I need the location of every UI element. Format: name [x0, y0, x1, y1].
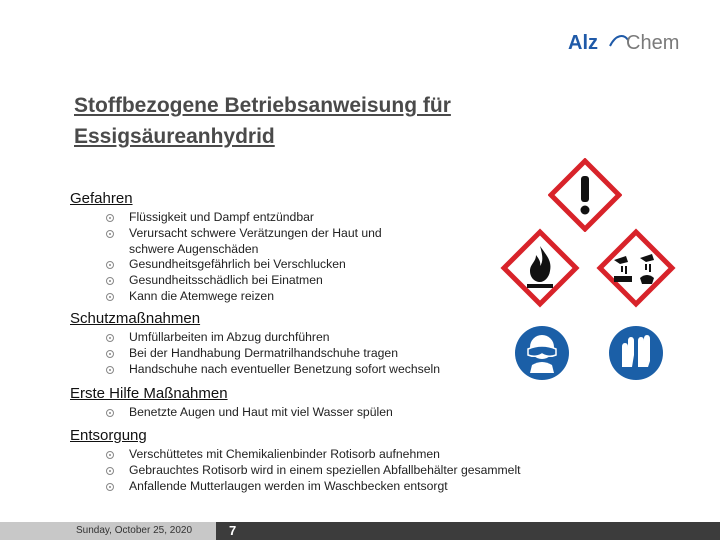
- corrosive-hazard-icon: [596, 228, 676, 308]
- list-item: Verursacht schwere Verätzungen der Haut und schwere Augenschäden: [106, 226, 406, 258]
- bullet-icon: [106, 230, 114, 238]
- list-schutz: [106, 330, 506, 377]
- list-item: Gesundheitsgefährlich bei Verschlucken: [106, 257, 406, 273]
- list-item: Umfüllarbeiten im Abzug durchführen: [106, 330, 506, 346]
- bullet-icon: [106, 334, 114, 342]
- list-item: Handschuhe nach eventueller Benetzung sofort wechseln: [106, 362, 506, 378]
- list-item: Gesundheitsschädlich bei Einatmen: [106, 273, 406, 289]
- bullet-icon: [106, 409, 114, 417]
- logo-text-alz: Alz: [568, 32, 598, 54]
- logo-text-chem: Chem: [626, 32, 680, 54]
- list-item: Kann die Atemwege reizen: [106, 289, 406, 305]
- protective-gloves-icon: [608, 325, 664, 381]
- bullet-icon: [106, 214, 114, 222]
- list-item: Flüssigkeit und Dampf entzündbar: [106, 210, 406, 226]
- footer-dark-block: [216, 522, 720, 540]
- alzchem-logo: [566, 28, 696, 56]
- exclamation-hazard-icon: [548, 158, 622, 232]
- list-item: Verschüttetes mit Chemikalienbinder Rotisorb aufnehmen: [106, 447, 606, 463]
- bullet-icon: [106, 293, 114, 301]
- section-heading-entsorgung: Entsorgung: [70, 427, 147, 444]
- flame-hazard-icon: [500, 228, 580, 308]
- page-title: Stoffbezogene Betriebsanweisung für Essigsäureanhydrid: [74, 94, 451, 148]
- list-item: Bei der Handhabung Dermatrilhandschuhe tragen: [106, 346, 506, 362]
- safety-goggles-icon: [514, 325, 570, 381]
- bullet-icon: [106, 350, 114, 358]
- bullet-icon: [106, 261, 114, 269]
- footer-date: Sunday, October 25, 2020: [76, 525, 193, 536]
- section-heading-gefahren: Gefahren: [70, 190, 133, 207]
- bullet-icon: [106, 277, 114, 285]
- bullet-icon: [106, 483, 114, 491]
- page-number: 7: [229, 523, 237, 538]
- list-gefahren: [106, 210, 406, 305]
- list-item: Gebrauchtes Rotisorb wird in einem speziellen Abfallbehälter gesammelt: [106, 463, 606, 479]
- bullet-icon: [106, 451, 114, 459]
- section-heading-schutz: Schutzmaßnahmen: [70, 310, 201, 327]
- bullet-icon: [106, 467, 114, 475]
- list-erste-hilfe: [106, 405, 506, 421]
- list-item: Benetzte Augen und Haut mit viel Wasser spülen: [106, 405, 506, 421]
- list-entsorgung: [106, 447, 606, 494]
- footer-bar: [0, 522, 720, 540]
- bullet-icon: [106, 366, 114, 374]
- section-heading-erste-hilfe: Erste Hilfe Maßnahmen: [70, 385, 228, 402]
- list-item: Anfallende Mutterlaugen werden im Waschbecken entsorgt: [106, 479, 606, 495]
